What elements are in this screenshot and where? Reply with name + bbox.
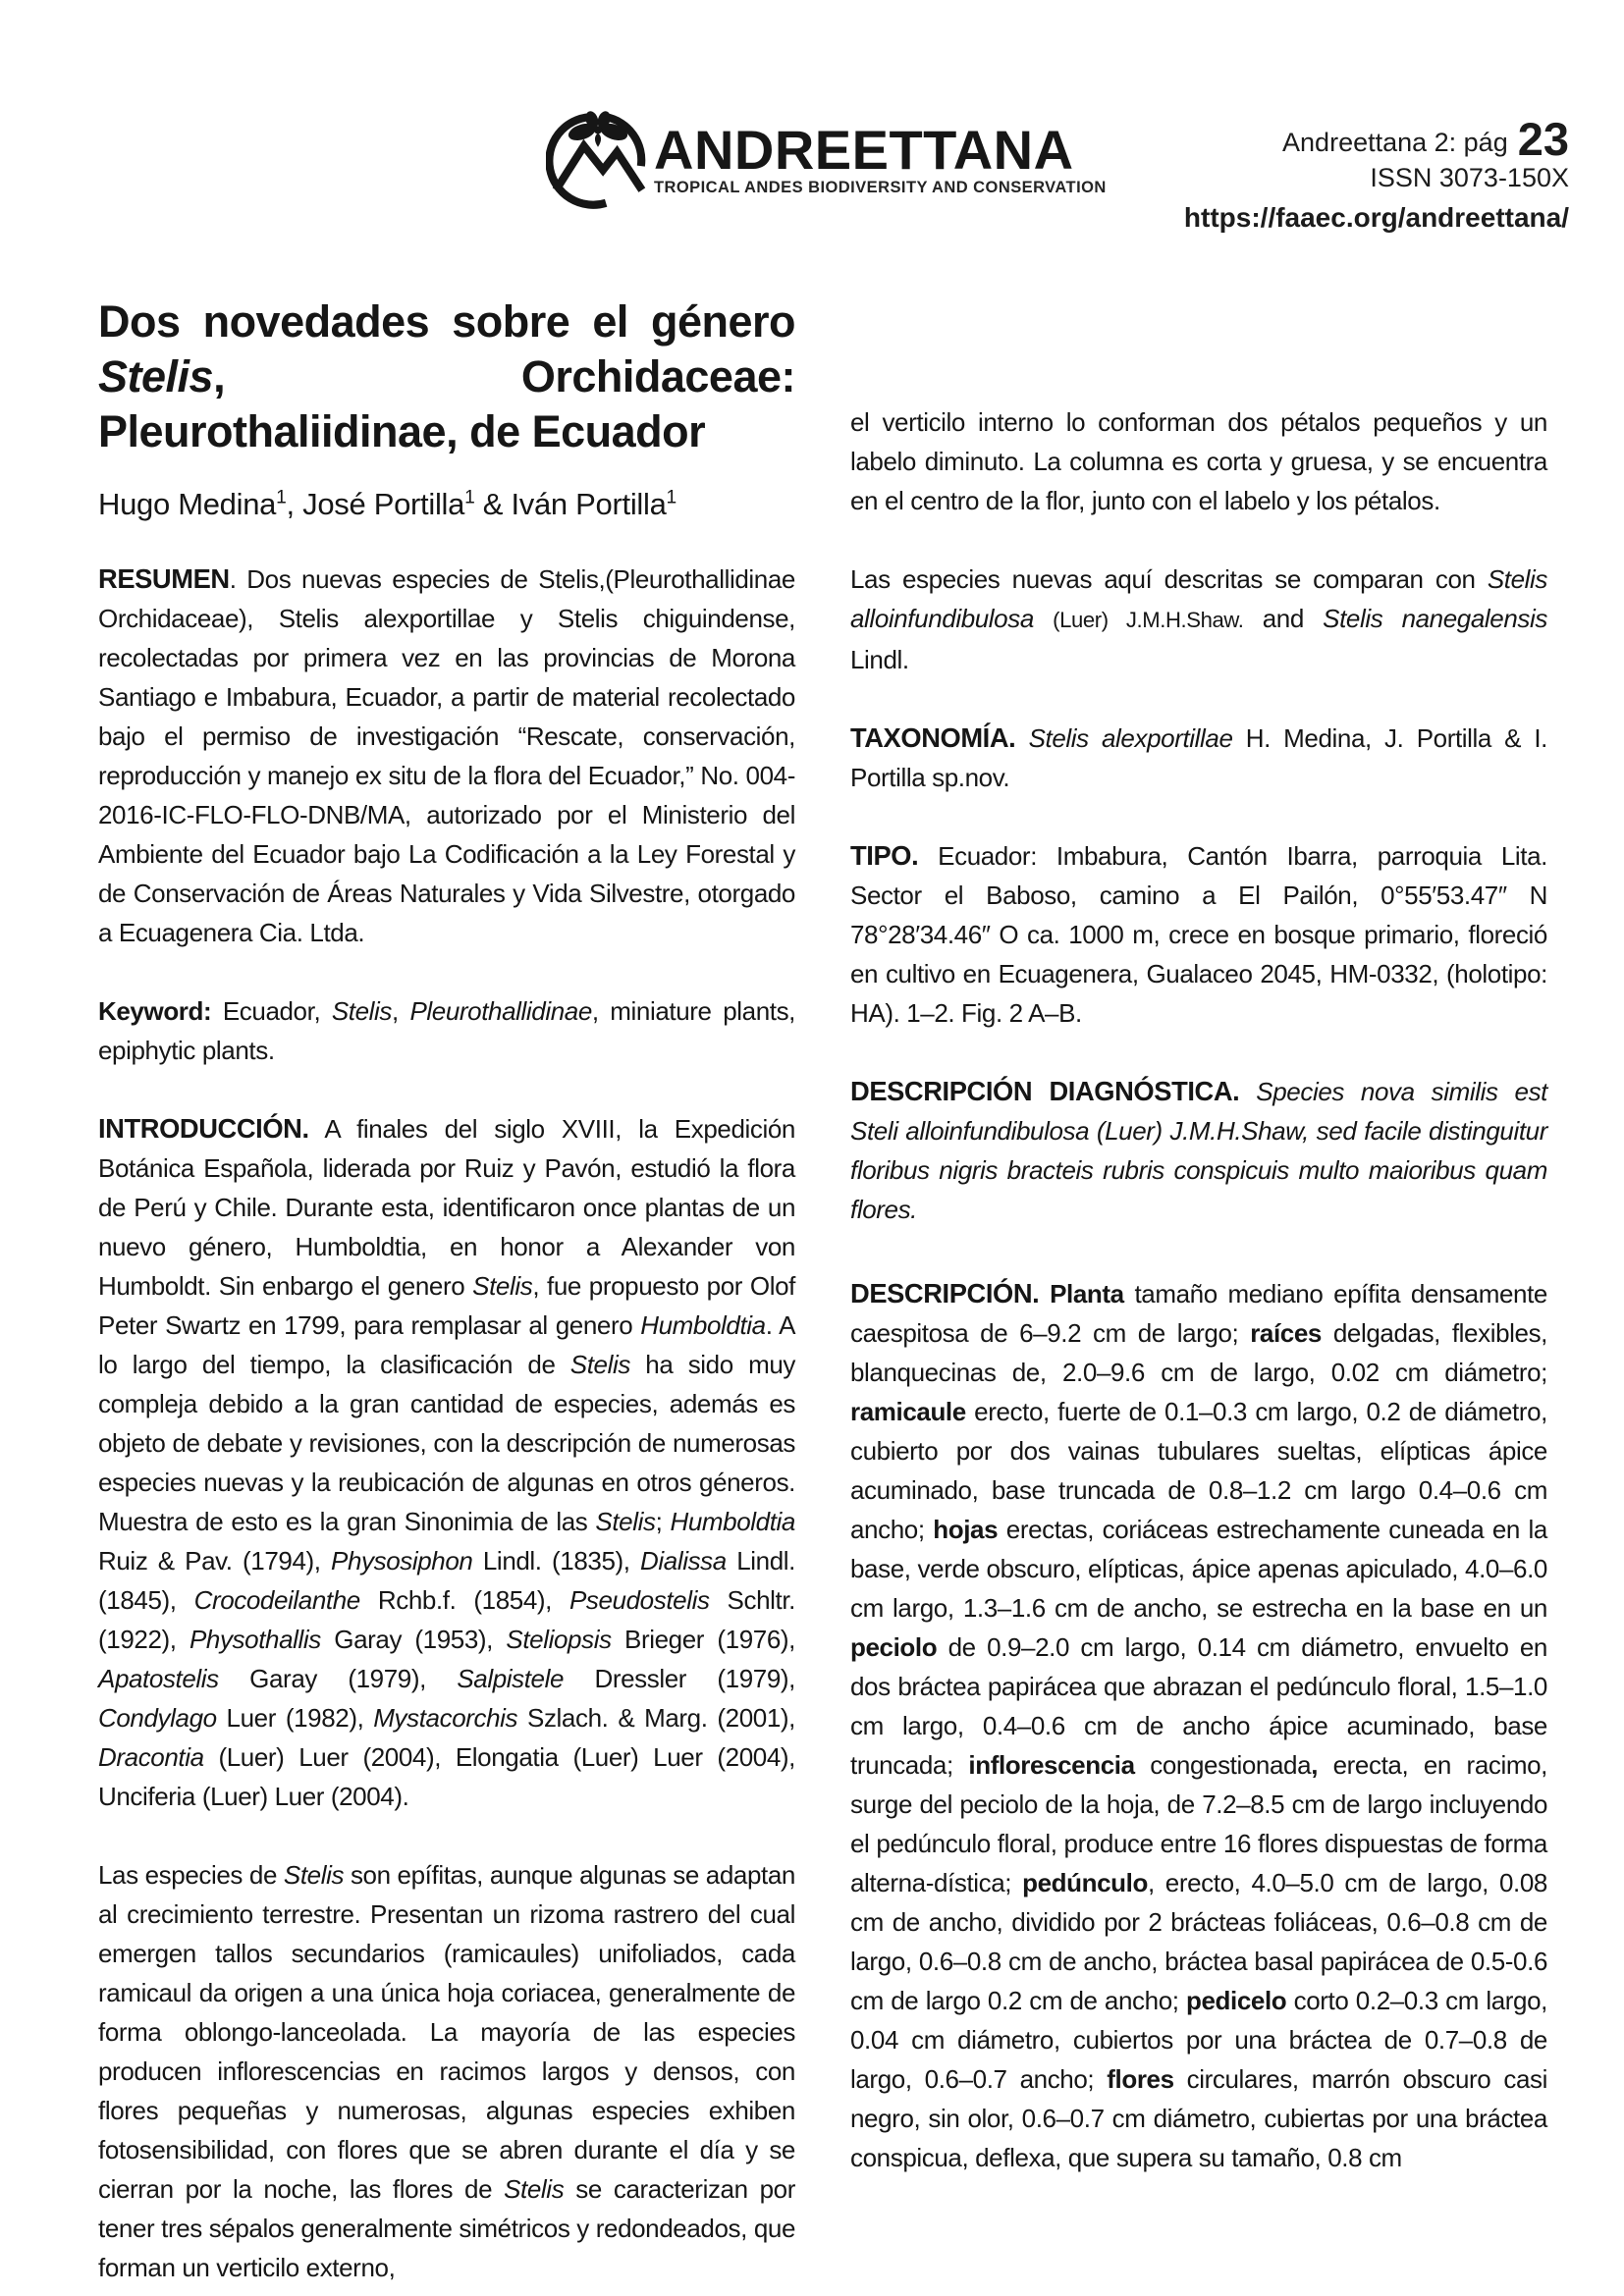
issue-label: Andreettana 2: pág <box>1282 128 1508 157</box>
issn: ISSN 3073-150X <box>1370 163 1569 192</box>
right-column <box>850 294 1547 2216</box>
keyword-paragraph: Keyword: Ecuador, Stelis, Pleurothallidinae, miniature plants, epiphytic plants. <box>98 996 795 1065</box>
diagnosis-paragraph: DESCRIPCIÓN DIAGNÓSTICA. Species nova similis est Steli alloinfundibulosa (Luer) J.M.H.Shaw, sed facile distinguitur floribus nigris bracteis rubris conspicuis multo maioribus quam flores. <box>850 1076 1547 1224</box>
journal-meta <box>1183 113 1569 236</box>
description-paragraph: DESCRIPCIÓN. Planta tamaño mediano epífita densamente caespitosa de 6–9.2 cm de largo; raíces delgadas, flexibles, blanquecinas de, 2.0–9.6 cm de largo, 0.02 cm diámetro; ramicaule erecto, fuerte de 0.1–0.3 cm largo, 0.2 de diámetro, cubierto por dos vainas tubulares sueltas, elípticas ápice acuminado, base truncada de 0.8–1.2 cm largo 0.4–0.6 cm ancho; hojas erectas, coriáceas estrechamente cuneada en la base, verde obscuro, elípticas, ápice apenas apiculado, 4.0–6.0 cm largo, 1.3–1.6 cm de ancho, se estrecha en la base en un peciolo de 0.9–2.0 cm largo, 0.14 cm diámetro, envuelto en dos bráctea papirácea que abrazan el pedúnculo floral, 1.5–1.0 cm largo, 0.4–0.6 cm de ancho ápice acuminado, base truncada; inflorescencia congestionada, erecta, en racimo, surge del peciolo de la hoja, de 7.2–8.5 cm de largo incluyendo el pedúnculo floral, produce entre 16 flores dispuestas de forma alterna-dística; pedúnculo, erecto, 4.0–5.0 cm de largo, 0.08 cm de ancho, dividido por 2 brácteas foliáceas, 0.6–0.8 cm de largo, 0.6–0.8 cm de ancho, bráctea basal papirácea de 0.5-0.6 cm de largo 0.2 cm de ancho; pedicelo corto 0.2–0.3 cm largo, 0.04 cm diámetro, cubiertos por una bráctea de 0.7–0.8 de largo, 0.6–0.7 ancho; flores circulares, marrón obscuro casi negro, sin olor, 0.6–0.7 cm diámetro, cubiertas por una bráctea conspicua, deflexa, que supera su tamaño, 0.8 cm <box>850 1278 1547 2172</box>
article-body <box>0 294 1624 2296</box>
journal-url[interactable]: https://faaec.org/andreettana/ <box>1183 202 1569 233</box>
journal-logo <box>546 108 1107 212</box>
species-overview-paragraph: Las especies de Stelis son epífitas, aunque algunas se adaptan al crecimiento terrestre. Presentan un rizoma rastrero del cual emergen tallos secundarios (ramicaules) unifoliados, cada ramicaul da origen a una única hoja coriacea, generalmente de forma oblongo-lanceolada. La mayoría de las especies producen inflorescencias en racimos largos y densos, con flores pequeñas y numerosas, algunas especies exhiben fotosensibilidad, con flores que se abren durante el día y se cierran por la noche, las flores de Stelis se caracterizan por tener tres sépalos generalmente simétricos y redondeados, que forman un verticilo externo, <box>98 1860 795 2282</box>
brand-block <box>654 119 1107 197</box>
issue-line <box>1184 113 1569 165</box>
brand-tagline: TROPICAL ANDES BIODIVERSITY AND CONSERVATION <box>654 179 1107 196</box>
verticil-paragraph: el verticilo interno lo conforman dos pétalos pequeños y un labelo diminuto. La columna es corta y gruesa, y se encuentra en el centro de la flor, junto con el labelo y los pétalos. <box>850 407 1547 515</box>
brand-name: ANDREETTANA <box>654 119 1074 181</box>
taxonomy-paragraph: TAXONOMÍA. Stelis alexportillae H. Medina, J. Portilla & I. Portilla sp.nov. <box>850 722 1547 792</box>
comparison-paragraph: Las especies nuevas aquí descritas se comparan con Stelis alloinfundibulosa (Luer) J.M.H.Shaw. and Stelis nanegalensis Lindl. <box>850 564 1547 674</box>
authors-line: Hugo Medina$^1$, José Portilla$^1$ & Iván Portilla$^1$ <box>98 487 677 521</box>
introduction-paragraph: INTRODUCCIÓN. A finales del siglo XVIII, la Expedición Botánica Española, liderada por Ruiz y Pavón, estudió la flora de Perú y Chile. Durante esta, identificaron once plantas de un nuevo género, Humboldtia, en honor a Alexander von Humboldt. Sin enbargo el genero Stelis, fue propuesto por Olof Peter Swartz en 1799, para remplasar al genero Humboldtia. A lo largo del tiempo, la clasificación de Stelis ha sido muy compleja debido a la gran cantidad de especies, además es objeto de debate y revisiones, con la descripción de numerosas especies nuevas y la reubicación de algunas en otros géneros. Muestra de esto es la gran Sinonimia de las Stelis; Humboldtia Ruiz & Pav. (1794), Physosiphon Lindl. (1835), Dialissa Lindl. (1845), Crocodeilanthe Rchb.f. (1854), Pseudostelis Schltr. (1922), Physothallis Garay (1953), Steliopsis Brieger (1976), Apatostelis Garay (1979), Salpistele Dressler (1979), Condylago Luer (1982), Mystacorchis Szlach. & Marg. (2001), Dracontia (Luer) Luer (2004), Elongatia (Luer) Luer (2004), Unciferia (Luer) Luer (2004). <box>98 1113 796 1811</box>
left-column <box>98 294 795 2296</box>
type-paragraph: TIPO. Ecuador: Imbabura, Cantón Ibarra, parroquia Lita. Sector el Baboso, camino a El Pailón, 0°55′53.47″ N 78°28′34.46″ O ca. 1000 m, crece en bosque primario, floreció en cultivo en Ecuagenera, Gualaceo 2045, HM-0332, (holotipo: HA). 1–2. Fig. 2 A–B. <box>850 840 1547 1028</box>
orchid-mountain-icon <box>546 108 650 212</box>
page-number: 23 <box>1517 113 1569 165</box>
article-title: Dos novedades sobre el género Stelis, Orchidaceae: Pleurothaliidinae, de Ecuador <box>98 296 795 456</box>
resumen-paragraph: RESUMEN. Dos nuevas especies de Stelis,(Pleurothallidinae Orchidaceae), Stelis alexportillae y Stelis chiguindense, recolectadas por primera vez en las provincias de Morona Santiago e Imbabura, Ecuador, a partir de material recolectado bajo el permiso de investigación “Rescate, conservación, reproducción y manejo ex situ de la flora del Ecuador,” No. 004-2016-IC-FLO-FLO-DNB/MA, autorizado por el Ministerio del Ambiente del Ecuador bajo La Codificación a la Ley Forestal y de Conservación de Áreas Naturales y Vida Silvestre, otorgado a Ecuagenera Cia. Ltda. <box>98 563 795 947</box>
